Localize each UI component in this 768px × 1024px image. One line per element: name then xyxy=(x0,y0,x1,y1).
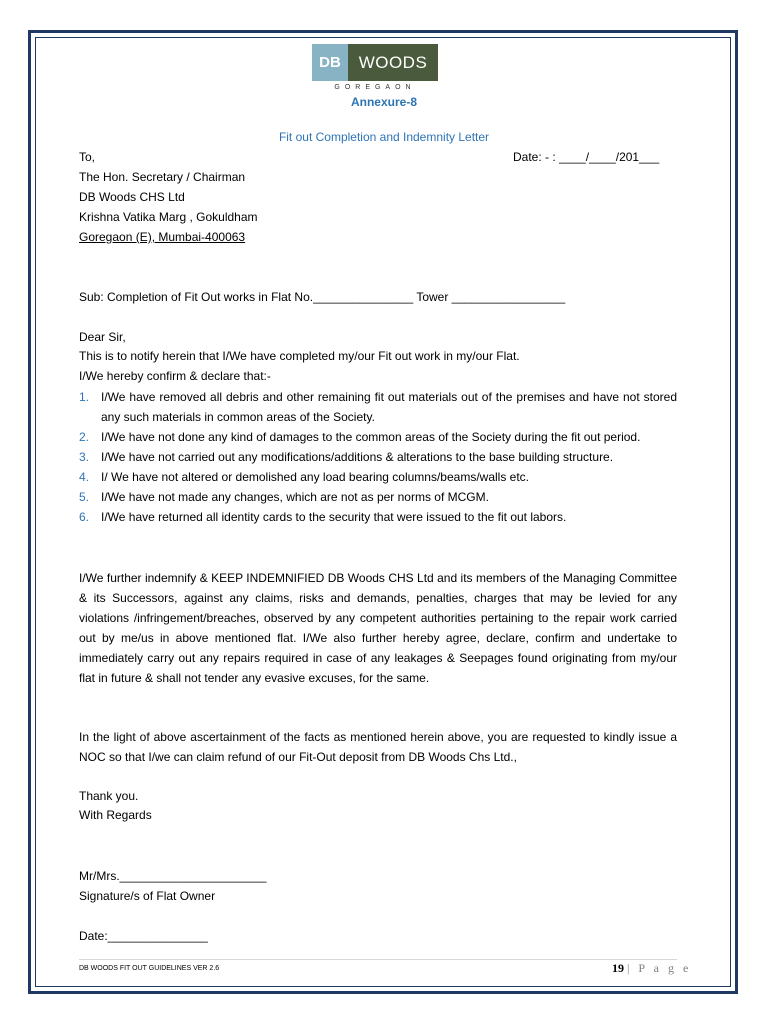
address-line: DB Woods CHS Ltd xyxy=(79,190,185,204)
declaration-list xyxy=(79,387,677,527)
page-label: | P a g e xyxy=(627,961,692,975)
list-item-text: I/We have not done any kind of damages to the common areas of the Society during the fit out period. xyxy=(101,430,641,444)
list-item-text: I/We have removed all debris and other remaining fit out materials out of the premises and have not stored any such materials in common areas of the Society. xyxy=(101,390,677,424)
footer-doc-name: DB WOODS FIT OUT GUIDELINES VER 2.6 xyxy=(79,965,220,972)
list-item xyxy=(79,507,677,527)
list-item-text: I/We have not carried out any modifications/additions & alterations to the base building structure. xyxy=(101,450,614,464)
list-number: 2. xyxy=(79,430,90,444)
list-item-text: I/We have not made any changes, which are not as per norms of MCGM. xyxy=(101,490,489,504)
page-number: 19 xyxy=(612,961,624,975)
address-line: The Hon. Secretary / Chairman xyxy=(79,170,246,184)
list-item xyxy=(79,447,677,467)
subject-line: Sub: Completion of Fit Out works in Flat No._______________ Tower _________________ xyxy=(79,290,566,304)
annexure-heading: Annexure-8 xyxy=(350,95,418,109)
confirm-text: I/We hereby confirm & declare that:- xyxy=(79,369,271,383)
address-line: Goregaon (E), Mumbai-400063 xyxy=(79,230,246,244)
regards-line: With Regards xyxy=(79,808,152,822)
list-number: 1. xyxy=(79,390,90,404)
date-line: Date: - : ____/____/201___ xyxy=(513,150,660,164)
list-number: 3. xyxy=(79,450,90,464)
document-title: Fit out Completion and Indemnity Letter xyxy=(278,130,490,144)
list-number: 6. xyxy=(79,510,90,524)
salutation: Dear Sir, xyxy=(79,330,126,344)
date-field-line: Date:_______________ xyxy=(79,929,208,943)
logo-woods-text: WOODS xyxy=(358,52,428,72)
list-item-text: I/ We have not altered or demolished any load bearing columns/beams/walls etc. xyxy=(101,470,530,484)
list-item xyxy=(79,427,677,447)
to-line: To, xyxy=(79,150,96,164)
name-field-line: Mr/Mrs.______________________ xyxy=(79,869,267,883)
indemnity-paragraph: I/We further indemnify & KEEP INDEMNIFIED DB Woods CHS Ltd and its members of the Managing Committee & its Successors, against any claims, risks and demands, penalties, charges that may be levied for any violations /infringement/breaches, observed by any competent authorities pertaining to the repair work carried out by me/us in above mentioned flat. I/We also further hereby agree, declare, confirm and undertake to immediately carry out any repairs required in case of any leakages & Seepages found originating from my/our flat in future & shall not tender any evasive excuses, for the same. xyxy=(79,571,677,685)
list-item-text: I/We have returned all identity cards to the security that were issued to the fit out labors. xyxy=(101,510,567,524)
db-woods-logo xyxy=(312,44,438,81)
list-number: 5. xyxy=(79,490,90,504)
thanks-line: Thank you. xyxy=(79,789,139,803)
list-item xyxy=(79,487,677,507)
list-number: 4. xyxy=(79,470,90,484)
footer-page-number xyxy=(612,961,691,976)
logo-db-mark: DB xyxy=(312,44,348,81)
list-item xyxy=(79,467,677,487)
intro-text: This is to notify herein that I/We have completed my/our Fit out work in my/our Flat. xyxy=(79,349,520,363)
logo-goregaon: GOREGAON xyxy=(334,84,416,91)
request-paragraph: In the light of above ascertainment of the facts as mentioned herein above, you are requested to kindly issue a NOC so that I/we can claim refund of our Fit-Out deposit from DB Woods Chs Ltd., xyxy=(79,730,677,764)
footer-divider xyxy=(79,959,677,960)
address-line: Krishna Vatika Marg , Gokuldham xyxy=(79,210,258,224)
signature-label: Signature/s of Flat Owner xyxy=(79,889,216,903)
list-item xyxy=(79,387,677,427)
